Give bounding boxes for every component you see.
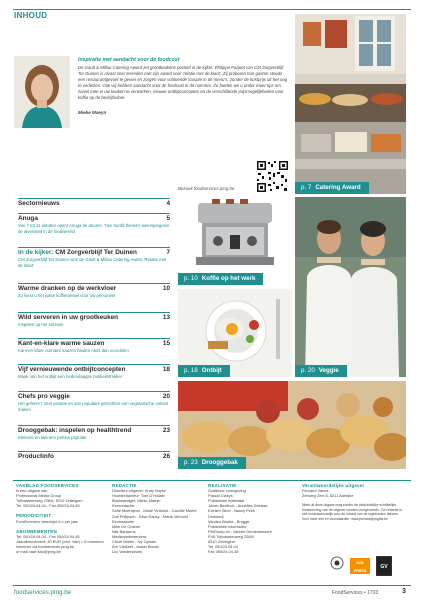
- toc-item-sectornieuws[interactable]: [18, 200, 170, 207]
- colophon-heading: PERIODICITEIT: [16, 513, 52, 519]
- colophon-line: Directeur-uitgever: Andy Nuyez: [112, 488, 166, 494]
- photo-catering-award[interactable]: [295, 14, 406, 194]
- toc-title: Productinfo: [18, 453, 54, 460]
- toc-item-productinfo[interactable]: [18, 453, 170, 460]
- toc-divider: [18, 198, 170, 199]
- colophon-line: Bladmanager: Mieke Maeyn: [112, 498, 161, 504]
- toc-page: 4: [166, 200, 170, 207]
- colophon-line: Fax 050/24.04.45: [208, 549, 239, 555]
- colophon-line: PVA Tollvasteenweg 226/6: [208, 533, 254, 539]
- editorial-title: Inspiratie met aandacht voor de foodcost: [78, 57, 180, 63]
- colophon-line: 8210 Zedelgem: [208, 539, 236, 545]
- colophon-line: Tel. 050/24.04.04: [208, 544, 238, 550]
- toc-page: 15: [162, 340, 170, 347]
- toc-description: Kleinere en kleinere porties populair: [18, 435, 87, 440]
- colophon-line: Tollvasteenweg 226/6, 8210 Zedelgem: [16, 498, 83, 504]
- toc-title: Chefs pro veggie: [18, 393, 70, 400]
- toc-description: Kant-en-klare culinaire sauzen bieden niets dan voordelen: [18, 348, 129, 353]
- toc-description: Het geheim? Veel variatie en van populaire gerechten een vegetarische variant maken: [18, 401, 169, 412]
- colophon-line: is een uitgave van: [16, 488, 48, 494]
- photo-caption: p. 23 Drooggebak: [178, 457, 246, 469]
- photo-caption: p. 18 Ontbijt: [178, 365, 230, 377]
- issue-label: FoodServices • 1703: [332, 590, 379, 596]
- toc-description: Zo kiest u het juiste koffietoestel voor uw personeel: [18, 293, 116, 298]
- editorial-signature: Mieke Maeyn: [78, 109, 107, 115]
- colophon-line: FoodServices verschijnt 6 x per jaar: [16, 518, 78, 524]
- bottom-rule: [13, 585, 411, 586]
- colophon-line: Luc Vandenbroek: [112, 549, 143, 555]
- toc-divider: [18, 425, 170, 426]
- toc-title: Warme dranken op de werkvloer: [18, 285, 117, 292]
- colophon-line: Fernand Vanne: [302, 488, 329, 494]
- toc-title: Drooggebak: inspelen op healthtrend: [18, 427, 132, 434]
- colophon-production: [208, 483, 296, 554]
- colophon-line: Publicitaire Inkomsten:: [208, 523, 248, 529]
- editorial: [78, 57, 288, 115]
- colophon-line: Zoë Philipsen - Elise Raucy - Marie Verhulst: [112, 513, 188, 519]
- toc-title: Kant-en-klare warme sauzen: [18, 340, 105, 347]
- website-url[interactable]: foodservices.pmg.be: [14, 589, 72, 596]
- toc-item-in-de-kijker[interactable]: [18, 249, 170, 268]
- photo-drooggebak[interactable]: [178, 381, 406, 469]
- toc-item-drooggebak[interactable]: [18, 427, 170, 441]
- toc-description: Inspelen op het seizoen: [18, 322, 64, 327]
- colophon-publisher-responsible: [302, 483, 408, 521]
- colophon-line: Pascal Claeys: [208, 493, 233, 499]
- toc-page: 5: [166, 215, 170, 222]
- toc-title: Wild serveren in uw grootkeuken: [18, 314, 119, 321]
- toc-divider: [18, 247, 170, 248]
- colophon-heading: Verantwoordelijke uitgever: [302, 483, 365, 488]
- gv-logo: GV: [376, 556, 392, 576]
- toc-divider: [18, 312, 170, 313]
- colophon-line: Mike De Craene: [112, 523, 141, 529]
- toc-page: 13: [162, 314, 170, 321]
- colophon-line: PMGroep nv - Michiel Demeulenaere: [208, 528, 273, 534]
- colophon-line: Professional Media Group: [16, 493, 61, 499]
- colophon-line: Drukkerij:: [208, 513, 225, 519]
- colophon-line: Nils Bauwens: [112, 528, 136, 534]
- toc-divider: [18, 338, 170, 339]
- colophon-line: Evelien Sibel - Nancy Peirs: [208, 508, 255, 514]
- colophon-line: Chloë Martin - Ivy Ophals: [112, 539, 156, 545]
- toc-item-warme-dranken[interactable]: [18, 285, 170, 299]
- qr-code[interactable]: [256, 160, 289, 193]
- photo-caption: p. 20 Veggie: [295, 365, 347, 377]
- toc-page: 7: [166, 249, 170, 256]
- colophon-line: Vanden Broele - Brugge: [208, 518, 250, 524]
- toc-description: CM Zorgverblijf Ter Duinen won de Gault & Millau Catering Award 'Relatie met de klant': [18, 257, 167, 268]
- toc-page: 10: [162, 285, 170, 292]
- toc-page: 26: [162, 453, 170, 460]
- colophon-line: Niets uit deze uitgave mag zonder de uitdrukkelijke schriftelijke toestemming van de uitgever worden overgenomen. De redactie is niet verantwoordelijk voor de inhoud van de ingezonden teksten.: [302, 503, 402, 517]
- toc-title: CM Zorgverblijf Ter Duinen: [53, 249, 137, 256]
- colophon-heading: REALISATIE: [208, 483, 237, 488]
- page-number: 3: [402, 588, 406, 595]
- page-title: INHOUD: [14, 11, 48, 20]
- qr-caption: Bezoek foodservices.pmg.be: [178, 186, 235, 191]
- footer-rule: [13, 480, 411, 481]
- toc-divider: [18, 213, 170, 214]
- toc-item-sauzen[interactable]: [18, 340, 170, 354]
- azb-logo: AZB PRESS: [350, 558, 370, 574]
- photo-caption: p. 7 Catering Award: [295, 182, 369, 194]
- colophon-line: Mediamedewerkers:: [112, 533, 148, 539]
- toc-title: Sectornieuws: [18, 200, 60, 207]
- toc-divider: [18, 364, 170, 365]
- photo-veggie[interactable]: [295, 197, 406, 377]
- toc-item-ontbijt[interactable]: [18, 366, 170, 380]
- toc-page: 23: [162, 427, 170, 434]
- colophon-line: Publicitaire materiaal: [208, 498, 245, 504]
- colophon-line: Jaarabonnement: 40 EUR (excl. btw) = 6 nummers: [16, 538, 104, 544]
- colophon-line: Kernredactie:: [112, 503, 136, 509]
- colophon-line: Voor meer info en voorwaarden: www.pressoopyrights.be: [302, 516, 388, 521]
- colophon-line: Sofie Moentjens - Marie Verhulst - Camille Morlet: [112, 508, 197, 514]
- colophon-line: of mail naar abo@pmg.be: [16, 549, 61, 555]
- colophon-heading: VAKBLAD FOODSERVICES: [16, 483, 79, 488]
- toc-description: Van 7 tot 11 oktober opent Anuga de deuren. Tien hoofd thema's weerspiegelen de diversiteit in de foodwereld: [18, 223, 170, 234]
- colophon-line: Johan Beelinck - Annelies Delusse: [208, 503, 268, 509]
- colophon-line: Grafische vormgeving: [208, 488, 246, 494]
- photo-ontbijt[interactable]: [178, 289, 292, 377]
- colophon-line: Eindredactie:: [112, 518, 135, 524]
- colophon-publisher: [16, 483, 111, 554]
- colophon-line: Inkeeren via foodservices.pmg.be: [16, 543, 75, 549]
- colophon-heading: ABONNEMENTEN: [16, 528, 57, 534]
- photo-caption: p. 10 Koffie op het werk: [178, 273, 263, 285]
- toc-title: Anuga: [18, 215, 38, 222]
- toc-divider: [18, 391, 170, 392]
- toc-divider: [18, 283, 170, 284]
- press-logo: [330, 556, 344, 574]
- colophon-line: Arn Vleikeet - Isabel Boons: [112, 544, 159, 550]
- toc-label: In de kijker:: [18, 249, 54, 256]
- colophon-line: Zeeweg Zeel 5, 8211 Aartrijke: [302, 493, 354, 499]
- colophon-editorial: [112, 483, 207, 554]
- editorial-body: De Gault & Millau Catering Award zet grootkeukens positief in de kijker. Philippe Paquet van CM Zorgverblijf Ter Duinen is alvast zeer tevreden met zijn award voor 'relatie met de klant'. Zij proberen hun gasten steeds een restaurantgevoel te geven en zorgen voor voldoende variatie in de menu's, zonder de kostprijs uit het oog te verliezen. Ook wij hebben aandacht voor de foodcost in dit nummer. Zo bieden we u onder meer tips om zuivel mee in uw keuken te verwerken, nieuwe ontbijtconcepten en de verschillende prijsmogelijkheden voor koffie op de bedrijfsvloer.: [78, 65, 288, 101]
- toc-divider: [18, 451, 170, 452]
- photo-koffie[interactable]: [178, 197, 292, 285]
- colophon-heading: REDACTIE: [112, 483, 137, 488]
- colophon-line: Tel. 050/24.04.04 - Fax 050/24.04.45: [16, 503, 80, 509]
- toc-page: 20: [162, 393, 170, 400]
- toc-item-wild-serveren[interactable]: [18, 314, 170, 328]
- toc-item-veggie[interactable]: [18, 393, 170, 412]
- toc-title: Vijf vernieuwende ontbijtconcepten: [18, 366, 126, 373]
- editor-portrait: [14, 56, 70, 128]
- header-rule: [13, 9, 411, 10]
- toc-page: 18: [162, 366, 170, 373]
- colophon-line: Hoofdredacteur: Tom D'Hollain: [112, 493, 165, 499]
- colophon-line: Tel. 050/24.04.04 - Fax 050/24.04.45: [16, 533, 80, 539]
- toc-description: Maak van het ontbijt een hedendaagse publiekstrekker: [18, 374, 123, 379]
- toc-item-anuga[interactable]: [18, 215, 170, 234]
